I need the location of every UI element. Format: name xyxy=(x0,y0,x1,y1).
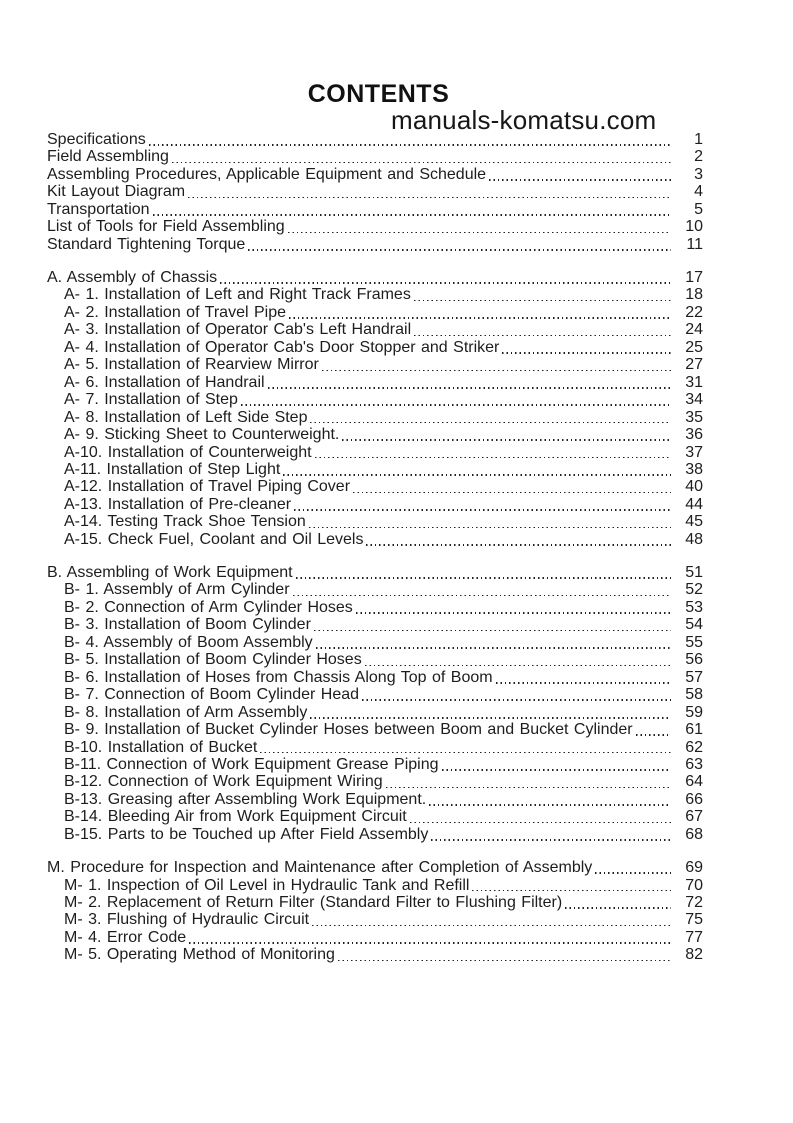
toc-entry-page: 48 xyxy=(685,530,703,548)
toc-entry-title: M- 4. Error Code xyxy=(64,928,187,946)
toc-entry xyxy=(47,791,703,808)
dotted-leader xyxy=(289,317,671,319)
toc-entry xyxy=(47,859,703,876)
toc-entry-title: B-14. Bleeding Air from Work Equipment Circuit xyxy=(64,808,407,826)
dotted-leader xyxy=(342,439,671,441)
toc-entry-title: A- 7. Installation of Step xyxy=(64,391,238,409)
toc-entry-page: 17 xyxy=(685,268,703,286)
toc-entry-title: B- 1. Assembly of Arm Cylinder xyxy=(64,581,290,599)
toc-entry-page: 25 xyxy=(685,338,703,356)
toc-entry xyxy=(47,513,703,530)
toc-entry xyxy=(47,461,703,478)
dotted-leader xyxy=(636,734,671,736)
dotted-leader xyxy=(472,890,671,892)
toc-entry-title: B- 6. Installation of Hoses from Chassis Along Top of Boom xyxy=(64,668,493,686)
toc-entry xyxy=(47,721,703,738)
toc-entry-page: 62 xyxy=(685,738,703,756)
toc-entry-title: B-13. Greasing after Assembling Work Equipment. xyxy=(64,790,427,808)
dotted-leader xyxy=(172,162,671,164)
toc-entry-page: 35 xyxy=(685,408,703,426)
toc-entry-page: 54 xyxy=(685,616,703,634)
toc-entry-page: 22 xyxy=(685,303,703,321)
toc-entry-page: 18 xyxy=(685,286,703,304)
toc-entry-page: 34 xyxy=(685,391,703,409)
toc-entry-title: A- 9. Sticking Sheet to Counterweight. xyxy=(64,426,340,444)
toc-entry-title: A-14. Testing Track Shoe Tension xyxy=(64,513,306,531)
toc-entry-title: M- 1. Inspection of Oil Level in Hydraulic Tank and Refill xyxy=(64,876,470,894)
dotted-leader xyxy=(310,717,671,719)
toc-entry-title: Transportation xyxy=(47,200,150,218)
toc-entry-title: B-11. Connection of Work Equipment Grease Piping xyxy=(64,756,439,773)
dotted-leader xyxy=(386,787,671,789)
toc-entry xyxy=(47,929,703,946)
toc-entry xyxy=(47,218,703,235)
toc-entry-title: A-13. Installation of Pre-cleaner xyxy=(64,495,292,513)
toc-entry xyxy=(47,581,703,598)
toc-entry-page: 10 xyxy=(685,218,703,236)
dotted-leader xyxy=(565,907,671,909)
dotted-leader xyxy=(220,282,671,284)
toc-entry xyxy=(47,236,703,253)
toc-entry-title: Field Assembling xyxy=(47,148,169,166)
dotted-leader xyxy=(595,872,671,874)
toc-entry-page: 52 xyxy=(685,581,703,599)
toc-entry xyxy=(47,183,703,200)
toc-entry xyxy=(47,894,703,911)
toc-entry-title: A-11. Installation of Step Light xyxy=(64,460,281,478)
toc-entry-page: 70 xyxy=(685,876,703,894)
toc-entry-page: 63 xyxy=(685,756,703,773)
toc-entry xyxy=(47,808,703,825)
toc-entry-page: 77 xyxy=(685,928,703,946)
dotted-leader xyxy=(502,352,671,354)
toc-entry-title: B- 7. Connection of Boom Cylinder Head xyxy=(64,686,360,704)
toc-entry-page: 38 xyxy=(685,460,703,478)
toc-entry-title: M- 5. Operating Method of Monitoring xyxy=(64,946,335,964)
dotted-leader xyxy=(312,925,671,927)
section-m-inspection-and-maintenance xyxy=(47,859,703,964)
toc-entry-title: B-10. Installation of Bucket xyxy=(64,738,258,756)
toc-entry-page: 36 xyxy=(685,426,703,444)
toc-entry xyxy=(47,148,703,165)
dotted-leader xyxy=(414,335,671,337)
dotted-leader xyxy=(283,474,671,476)
toc-entry xyxy=(47,686,703,703)
dotted-leader xyxy=(310,422,671,424)
toc-entry-title: A- 2. Installation of Travel Pipe xyxy=(64,303,286,321)
toc-entry xyxy=(47,669,703,686)
dotted-leader xyxy=(248,249,671,251)
toc-entry-page: 31 xyxy=(685,373,703,391)
dotted-leader xyxy=(296,577,671,579)
toc xyxy=(47,131,703,964)
toc-entry xyxy=(47,409,703,426)
toc-entry-title: A- 3. Installation of Operator Cab's Left Handrail xyxy=(64,321,412,339)
toc-entry-page: 57 xyxy=(685,668,703,686)
toc-entry-page: 59 xyxy=(685,703,703,721)
toc-entry-page: 37 xyxy=(685,443,703,461)
dotted-leader xyxy=(410,822,671,824)
toc-entry xyxy=(47,166,703,183)
dotted-leader xyxy=(309,527,671,529)
dotted-leader xyxy=(353,492,671,494)
toc-entry-title: A- 5. Installation of Rearview Mirror xyxy=(64,356,319,374)
dotted-leader xyxy=(260,752,671,754)
toc-entry-page: 56 xyxy=(685,651,703,669)
dotted-leader xyxy=(315,457,671,459)
dotted-leader xyxy=(268,387,671,389)
toc-entry-page: 66 xyxy=(685,790,703,808)
toc-entry-title: B. Assembling of Work Equipment xyxy=(47,564,293,582)
section-a-assembly-of-chassis xyxy=(47,269,703,548)
toc-entry xyxy=(47,478,703,495)
toc-entry-page: 55 xyxy=(685,633,703,651)
dotted-leader xyxy=(149,144,671,146)
toc-entry xyxy=(47,599,703,616)
toc-entry xyxy=(47,564,703,581)
toc-entry-title: B- 9. Installation of Bucket Cylinder Hoses between Boom and Bucket Cylinder xyxy=(64,721,633,739)
toc-entry-page: 69 xyxy=(685,859,703,877)
dotted-leader xyxy=(356,612,671,614)
toc-entry xyxy=(47,739,703,756)
dotted-leader xyxy=(489,179,671,181)
toc-entry-page: 67 xyxy=(685,808,703,826)
toc-entry-title: M. Procedure for Inspection and Maintenance after Completion of Assembly xyxy=(47,859,593,877)
toc-entry-page: 53 xyxy=(685,598,703,616)
toc-entry xyxy=(47,131,703,148)
toc-entry xyxy=(47,496,703,513)
toc-entry-title: Kit Layout Diagram xyxy=(47,183,186,201)
toc-entry xyxy=(47,634,703,651)
dotted-leader xyxy=(241,404,671,406)
dotted-leader xyxy=(153,214,671,216)
toc-entry-page: 5 xyxy=(694,200,703,218)
toc-entry xyxy=(47,773,703,790)
dotted-leader xyxy=(316,647,671,649)
toc-entry-page: 82 xyxy=(685,946,703,964)
toc-entry xyxy=(47,826,703,843)
toc-entry-page: 72 xyxy=(685,893,703,911)
toc-entry-page: 75 xyxy=(685,911,703,929)
toc-entry-title: M- 2. Replacement of Return Filter (Standard Filter to Flushing Filter) xyxy=(64,893,563,911)
dotted-leader xyxy=(293,595,671,597)
toc-entry-page: 1 xyxy=(694,131,703,148)
toc-entry-title: A- 1. Installation of Left and Right Track Frames xyxy=(64,286,411,304)
toc-entry xyxy=(47,339,703,356)
toc-entry xyxy=(47,321,703,338)
toc-entry-page: 2 xyxy=(694,148,703,166)
toc-entry-title: A- 4. Installation of Operator Cab's Door Stopper and Striker xyxy=(64,338,500,356)
watermark-text: manuals-komatsu.com xyxy=(391,105,657,135)
toc-entry-title: B-12. Connection of Work Equipment Wiring xyxy=(64,773,383,791)
toc-entry xyxy=(47,201,703,218)
toc-entry xyxy=(47,877,703,894)
toc-entry-title: B-15. Parts to be Touched up After Field Assembly xyxy=(64,825,429,843)
dotted-leader xyxy=(431,839,671,841)
toc-entry-title: B- 8. Installation of Arm Assembly xyxy=(64,703,308,721)
toc-entry xyxy=(47,756,703,773)
toc-entry xyxy=(47,651,703,668)
dotted-leader xyxy=(294,509,671,511)
toc-entry-title: Assembling Procedures, Applicable Equipment and Schedule xyxy=(47,165,487,183)
toc-entry-page: 40 xyxy=(685,478,703,496)
dotted-leader xyxy=(365,665,671,667)
toc-entry-title: A- 8. Installation of Left Side Step xyxy=(64,408,308,426)
dotted-leader xyxy=(429,804,671,806)
toc-entry xyxy=(47,531,703,548)
toc-entry-title: List of Tools for Field Assembling xyxy=(47,218,285,236)
dotted-leader xyxy=(322,370,671,372)
toc-entry-title: A- 6. Installation of Handrail xyxy=(64,373,265,391)
dotted-leader xyxy=(189,942,671,944)
toc-entry-page: 64 xyxy=(685,773,703,791)
toc-entry-title: M- 3. Flushing of Hydraulic Circuit xyxy=(64,911,310,929)
toc-entry xyxy=(47,269,703,286)
toc-entry xyxy=(47,391,703,408)
toc-entry-page: 61 xyxy=(685,721,703,739)
toc-entry-title: A-10. Installation of Counterweight xyxy=(64,443,312,461)
toc-entry-page: 45 xyxy=(685,513,703,531)
toc-entry-title: B- 2. Connection of Arm Cylinder Hoses xyxy=(64,598,353,616)
toc-entry xyxy=(47,946,703,963)
toc-entry-page: 4 xyxy=(694,183,703,201)
dotted-leader xyxy=(288,232,671,234)
toc-entry-title: Standard Tightening Torque xyxy=(47,235,246,253)
toc-entry-title: Specifications xyxy=(47,131,146,148)
toc-entry-title: A-12. Installation of Travel Piping Cover xyxy=(64,478,351,496)
toc-entry-page: 3 xyxy=(694,165,703,183)
dotted-leader xyxy=(414,300,671,302)
toc-entry-title: B- 5. Installation of Boom Cylinder Hoses xyxy=(64,651,362,669)
dotted-leader xyxy=(188,197,671,199)
toc-entry-page: 44 xyxy=(685,495,703,513)
dotted-leader xyxy=(442,769,672,771)
dotted-leader xyxy=(496,682,671,684)
page-title: CONTENTS xyxy=(307,80,450,108)
toc-entry xyxy=(47,374,703,391)
toc-entry-page: 68 xyxy=(685,825,703,843)
toc-entry xyxy=(47,444,703,461)
toc-entry xyxy=(47,426,703,443)
toc-entry xyxy=(47,286,703,303)
toc-entry-title: A-15. Check Fuel, Coolant and Oil Levels xyxy=(64,530,364,548)
section-b-assembling-of-work-equipment xyxy=(47,564,703,843)
dotted-leader xyxy=(366,544,671,546)
toc-entry-page: 24 xyxy=(685,321,703,339)
toc-entry-title: B- 4. Assembly of Boom Assembly xyxy=(64,633,313,651)
front-matter xyxy=(47,131,703,253)
dotted-leader xyxy=(314,630,671,632)
toc-entry-page: 58 xyxy=(685,686,703,704)
toc-entry-title: B- 3. Installation of Boom Cylinder xyxy=(64,616,311,634)
dotted-leader xyxy=(338,960,671,962)
toc-entry-title: A. Assembly of Chassis xyxy=(47,268,218,286)
toc-entry xyxy=(47,704,703,721)
toc-entry xyxy=(47,616,703,633)
toc-entry-page: 51 xyxy=(685,564,703,582)
toc-entry xyxy=(47,911,703,928)
toc-entry-page: 11 xyxy=(686,235,703,253)
toc-entry-page: 27 xyxy=(685,356,703,374)
toc-entry xyxy=(47,356,703,373)
toc-entry xyxy=(47,304,703,321)
dotted-leader xyxy=(362,699,671,701)
